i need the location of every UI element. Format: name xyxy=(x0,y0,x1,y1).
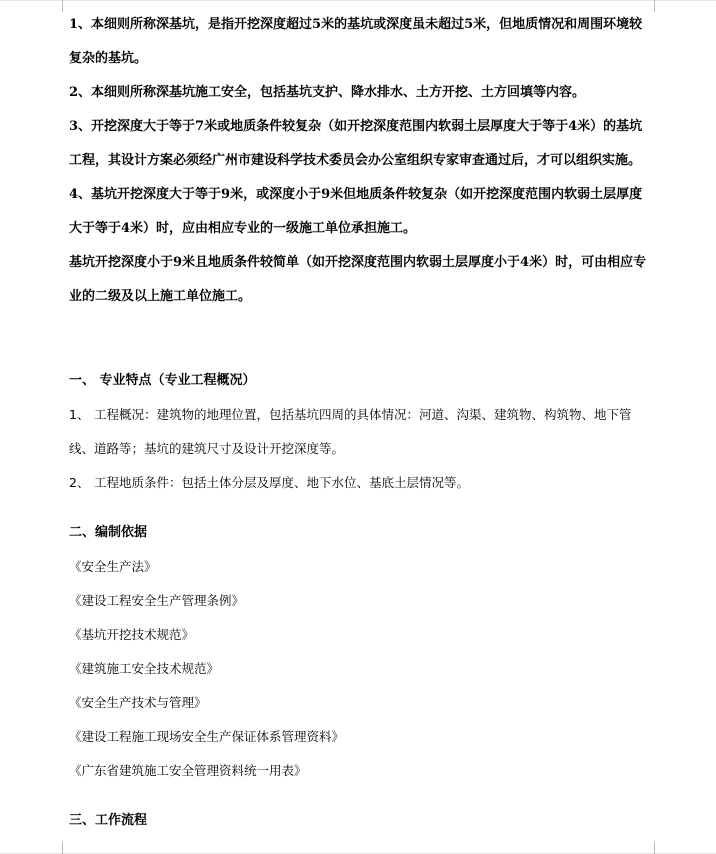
margin-corner-mark xyxy=(50,842,63,854)
spacer xyxy=(69,314,653,364)
reference-item: 《建设工程施工现场安全生产保证体系管理资料》 xyxy=(69,729,345,744)
intro-paragraph-5: 基坑开挖深度小于9米且地质条件较简单（如开挖深度范围内软弱土层厚度小于4米）时，可由相应专业的二级及以上施工单位施工。 xyxy=(69,255,647,304)
margin-corner-mark xyxy=(654,842,667,854)
section1-item-2 xyxy=(69,466,653,500)
reference-item: 《安全生产技术与管理》 xyxy=(69,695,207,710)
reference-item: 《建设工程安全生产管理条例》 xyxy=(69,593,245,608)
reference-item: 《基坑开挖技术规范》 xyxy=(69,627,195,642)
margin-corner-mark xyxy=(654,0,667,12)
intro-paragraph-4: 4、基坑开挖深度大于等于9米，或深度小于9米但地质条件较复杂（如开挖深度范围内软弱土层厚度大于等于4米）时，应由相应专业的一级施工单位承担施工。 xyxy=(69,187,643,236)
item-text: 工程概况：建筑物的地理位置，包括基坑四周的具体情况：河道、沟渠、建筑物、构筑物、地下管线、道路等；基坑的建筑尺寸及设计开挖深度等。 xyxy=(69,407,632,456)
section-heading-1: 一、 专业特点（专业工程概况） xyxy=(69,373,256,388)
intro-paragraph-1: 1、本细则所称深基坑，是指开挖深度超过5米的基坑或深度虽未超过5米，但地质情况和周围环境较复杂的基坑。 xyxy=(69,17,643,66)
section1-item-1 xyxy=(69,398,653,466)
page-top-edge xyxy=(0,0,716,1)
reference-item: 《广东省建筑施工安全管理资料统一用表》 xyxy=(69,763,307,778)
item-number: 1、 xyxy=(69,407,90,422)
section-heading-2: 二、编制依据 xyxy=(69,525,148,540)
reference-item: 《安全生产法》 xyxy=(69,559,157,574)
intro-paragraph-2: 2、本细则所称深基坑施工安全，包括基坑支护、降水排水、土方开挖、土方回填等内容。 xyxy=(69,85,586,100)
margin-corner-mark xyxy=(50,0,63,12)
document-body xyxy=(69,8,653,838)
section-heading-3: 三、工作流程 xyxy=(69,813,148,828)
spacer xyxy=(69,500,653,516)
reference-item: 《建筑施工安全技术规范》 xyxy=(69,661,220,676)
spacer xyxy=(69,788,653,804)
item-text: 工程地质条件：包括土体分层及厚度、地下水位、基底土层情况等。 xyxy=(94,475,470,490)
intro-paragraph-3: 3、开挖深度大于等于7米或地质条件较复杂（如开挖深度范围内软弱土层厚度大于等于4米）的基坑工程，其设计方案必须经广州市建设科学技术委员会办公室组织专家审查通过后，才可以组织实施。 xyxy=(69,119,643,168)
item-number: 2、 xyxy=(69,475,90,490)
